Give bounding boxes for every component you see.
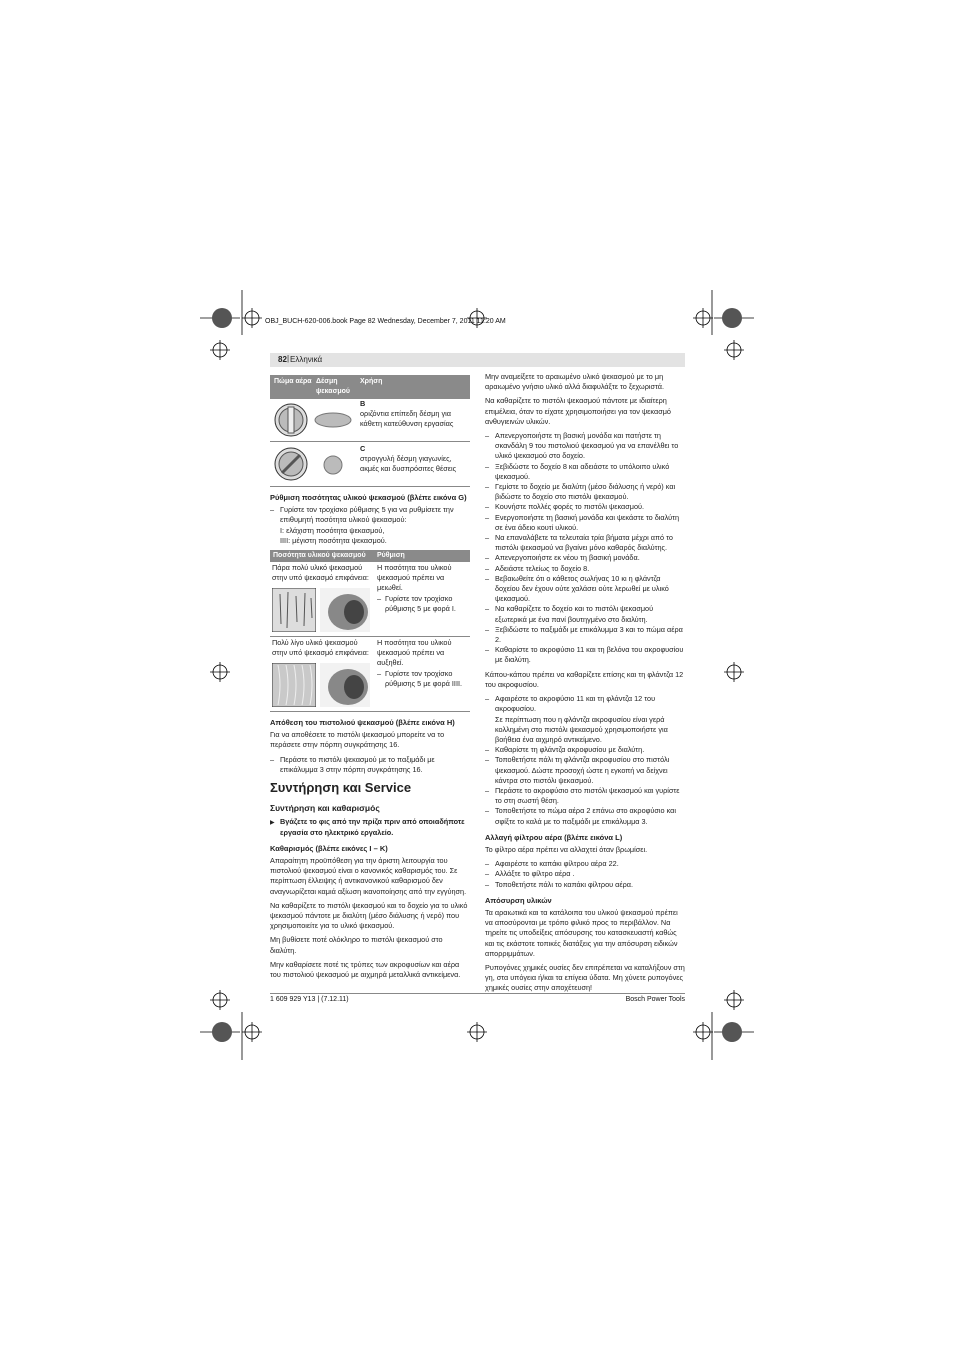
list-item: – Αφαιρέστε το καπάκι φίλτρου αέρα 22.	[485, 859, 685, 869]
disposal-title: Απόσυρση υλικών	[485, 895, 552, 905]
table1-header: Πώμα αέρα Δέσμη ψεκασμού Χρήση	[270, 375, 470, 399]
table1-row: C στρογγυλή δέσμη γιαγωνίες, ακμές και δυσπρόσιτες θέσεις	[270, 442, 470, 487]
flat-spray-icon	[314, 412, 352, 428]
right-column	[485, 372, 685, 998]
list-item: – Περάστε το ακροφύσιο στο πιστόλι ψεκασμού και γυρίστε το στη σωστή θέση.	[485, 786, 685, 806]
maintenance-heading: Συντήρηση και καθαρισμός	[270, 803, 380, 814]
cleaning-paragraph: Απαραίτητη προϋπόθεση για την άριστη λειτουργία του πιστολιού ψεκασμού είναι ο κανονικός καθαρισμός του. Σε περίπτωση έλλειψης ή αντικανονικού καθαρισμού δεν αναγνωρίζεται καμιά αξίωση ικανοποίησης από την εγγύηση.	[270, 856, 467, 896]
list-item: – Να καθαρίζετε το δοχείο και το πιστόλι ψεκασμού εξωτερικά με ένα πανί βουτηγμένο στο διαλύτη.	[485, 604, 685, 624]
flat-cap-icon	[274, 403, 308, 437]
list-item: – Τοποθετήστε πάλι τη φλάντζα ακροφυσίου στο πιστόλι ψεκασμού. Δώστε προσοχή ώστε η εγκοπή να δείχνει κάντρα στο πιστόλι ψεκασμού.	[485, 755, 685, 786]
dial-image	[320, 588, 370, 632]
filter-title: Αλλαγή φίλτρου αέρα (βλέπε εικόνα L)	[485, 832, 623, 842]
cleaning-title: Καθαρισμός (βλέπε εικόνες I – K)	[270, 843, 388, 853]
nozzle-steps	[485, 694, 685, 827]
list-item: – Καθαρίστε το ακροφύσιο 11 και τη βελόνα του ακροφυσίου με διαλύτη.	[485, 645, 685, 665]
page-number: 82	[278, 355, 287, 364]
cleaning-steps	[485, 431, 685, 666]
filter-steps	[485, 859, 685, 890]
footer-left: 1 609 929 Y13 | (7.12.11)	[270, 996, 349, 1003]
cleaning-paragraph: Να καθαρίζετε το πιστόλι ψεκασμού και το δοχείο για το υλικό ψεκασμού πάντοτε με διαλύτη (μέσο διάλυσης ή νερό) που χρησιμοποιείτε για το υλικό ψεκασμού.	[270, 900, 468, 931]
list-item: – Απενεργοποιήστε εκ νέου τη βασική μονάδα.	[485, 553, 685, 563]
left-column	[270, 375, 470, 984]
list-item: – Τοποθετήστε πάλι το καπάκι φίλτρου αέρα.	[485, 880, 685, 890]
file-header: OBJ_BUCH-620-006.book Page 82 Wednesday, December 7, 2011 11:20 AM	[265, 318, 506, 325]
table2-row: Πολύ λίγο υλικό ψεκασμού στην υπό ψεκασμό επιφάνεια: Η ποσότητα του υλικού ψεκασμού πρέπει να αυξηθεί. – Γυρίστε τον τροχίσκο ρύθμισης 5 με φορά IIII.	[270, 637, 470, 712]
list-item: – Απενεργοποιήστε τη βασική μονάδα και πατήστε τη σκανδάλη 9 του πιστολιού ψεκασμού για να επανέλθει το υλικό ψεκασμού στο δοχείο.	[485, 431, 685, 462]
paragraph: Μην αναμείξετε το αραιωμένο υλικό ψεκασμού με το μη αραιωμένο γνήσιο υλικό αλλά διαφυλάξτε το ξεχωριστά.	[485, 372, 665, 392]
list-item: – Γεμίστε το δοχείο με διαλύτη (μέσο διάλυσης ή νερό) και βιδώστε το δοχείο στο πιστόλι ψεκασμού.	[485, 482, 685, 502]
dial-image	[320, 663, 370, 707]
list-item: – Καθαρίστε τη φλάντζα ακροφυσίου με διαλύτη.	[485, 745, 685, 755]
list-item: – Κουνήστε πολλές φορές το πιστόλι ψεκασμού.	[485, 502, 685, 512]
qty-intro: – Γυρίστε τον τροχίσκο ρύθμισης 5 για να ρυθμίσετε την επιθυμητή ποσότητα υλικού ψεκασμού: I: ελάχιστη ποσότητα ψεκασμού, IIII: μέγιστη ποσότητα ψεκασμού.	[270, 505, 470, 546]
list-item: – Αλλάξτε το φίλτρο αέρα .	[485, 869, 685, 879]
list-item: – Να επαναλάβετε τα τελευταία τρία βήματα μέχρι από το πιστόλι ψεκασμού να βγαίνει μόνο καθαρός διαλύτης.	[485, 533, 685, 553]
too-much-spray-image	[272, 588, 316, 632]
list-item: – Αφαιρέστε το ακροφύσιο 11 και τη φλάντζα 12 του ακροφυσίου. Σε περίπτωση που η φλάντζα ακροφυσίου είναι γερά κολλημένη στο πιστόλι ψεκασμού χρησιμοποιήστε για βοήθεια ένα αιχμηρό αντικείμενο.	[485, 694, 685, 745]
table2-row: Πάρα πολύ υλικό ψεκασμού στην υπό ψεκασμό επιφάνεια: Η ποσότητα του υλικού ψεκασμού πρέπει να μειωθεί. – Γυρίστε τον τροχίσκο ρύθμισης 5 με φορά I.	[270, 562, 470, 637]
paragraph: Ρυπογόνες χημικές ουσίες δεν επιτρέπεται να καταλήξουν στη γη, στα υπόγεια ή/και τα επίγεια ύδατα. Μη χύνετε ρυπογόνες χημικές ουσίες στην αποχέτευση!	[485, 962, 685, 993]
qty-title: Ρύθμιση ποσότητας υλικού ψεκασμού (βλέπε εικόνα G)	[270, 493, 467, 502]
list-item: – Αδειάστε τελείως το δοχείο 8.	[485, 564, 685, 574]
storage-title: Απόθεση του πιστολιού ψεκασμού (βλέπε εικόνα H)	[270, 718, 455, 728]
list-item: – Τοποθετήστε το πώμα αέρα 2 επάνω στο ακροφύσιο και σφίξτε το καλά με το παξιμάδι με επικάλυμμα 3.	[485, 806, 685, 826]
list-item: – Βεβαιωθείτε ότι ο κάθετος σωλήνας 10 κι η φλάντζα δοχείου δεν έχουν ούτε χαλάσει ούτε λερωθεί με υλικό ψεκασμού.	[485, 574, 685, 605]
round-spray-icon	[323, 455, 343, 475]
paragraph: Κάπου-κάπου πρέπει να καθαρίζετε επίσης και τη φλάντζα 12 του ακροφυσίου.	[485, 669, 684, 689]
footer-right: Bosch Power Tools	[625, 996, 685, 1003]
table1-row: B οριζόντια επίπεδη δέσμη για κάθετη κατεύθυνση εργασίας	[270, 399, 470, 442]
section-name: Ελληνικά	[290, 355, 323, 364]
storage-bullet: – Περάστε το πιστόλι ψεκασμού με το παξιμάδι με επικάλυμμα 3 στην πόρπη συγκράτησης 16.	[270, 755, 470, 775]
cleaning-paragraph: Μην καθαρίσετε ποτέ τις τρύπες των ακροφυσίων και αέρα του πιστολιού ψεκασμού με αιχμηρά μεταλλικά αντικείμενα.	[270, 959, 461, 980]
storage-text: Για να αποθέσετε το πιστόλι ψεκασμού μπορείτε να το περάσετε στην πόρπη συγκράτησης 16.	[270, 730, 445, 750]
safety-warning: ▶ Βγάζετε το φις από την πρίζα πριν από οποιαδήποτε εργασία στο ηλεκτρικό εργαλείο.	[270, 817, 470, 837]
table2-header: Ποσότητα υλικού ψεκασμού Ρύθμιση	[270, 550, 470, 562]
footer-rule	[270, 993, 685, 994]
round-cap-icon	[274, 447, 308, 481]
paragraph: Να καθαρίζετε το πιστόλι ψεκασμού πάντοτε με ιδιαίτερη επιμέλεια, όταν το είχατε χρησιμοποιήσει για τον ψεκασμό ανθυγιεινών υλικών.	[485, 396, 671, 426]
list-item: – Ενεργοποιήστε τη βασική μονάδα και ψεκάστε το διαλύτη σε ένα άδειο κουτί υλικού.	[485, 513, 685, 533]
too-little-spray-image	[272, 663, 316, 707]
service-heading: Συντήρηση και Service	[270, 780, 412, 796]
cleaning-paragraph: Μη βυθίσετε ποτέ ολόκληρο το πιστόλι ψεκασμού στο διαλύτη.	[270, 935, 443, 955]
paragraph: Το φίλτρο αέρα πρέπει να αλλαχτεί όταν βρωμίσει.	[485, 844, 648, 854]
list-item: – Ξεβιδώστε το δοχείο 8 και αδειάστε το υπόλοιπο υλικό ψεκασμού.	[485, 462, 685, 482]
list-item: – Ξεβιδώστε το παξιμάδι με επικάλυμμα 3 και το πώμα αέρα 2.	[485, 625, 685, 645]
page-header-bar: 82 | Ελληνικά	[270, 353, 685, 367]
paragraph: Τα αραιωτικά και τα κατάλοιπα του υλικού ψεκασμού πρέπει να αποσύρονται με τρόπο φιλικό προς το περιβάλλον. Να τηρείτε τις υποδείξεις απόσυρσης του κατασκευαστή καθώς και τις εκάστοτε τοπικές διατάξεις για την απόσυρση ειδικών απορριμμάτων.	[485, 907, 678, 958]
